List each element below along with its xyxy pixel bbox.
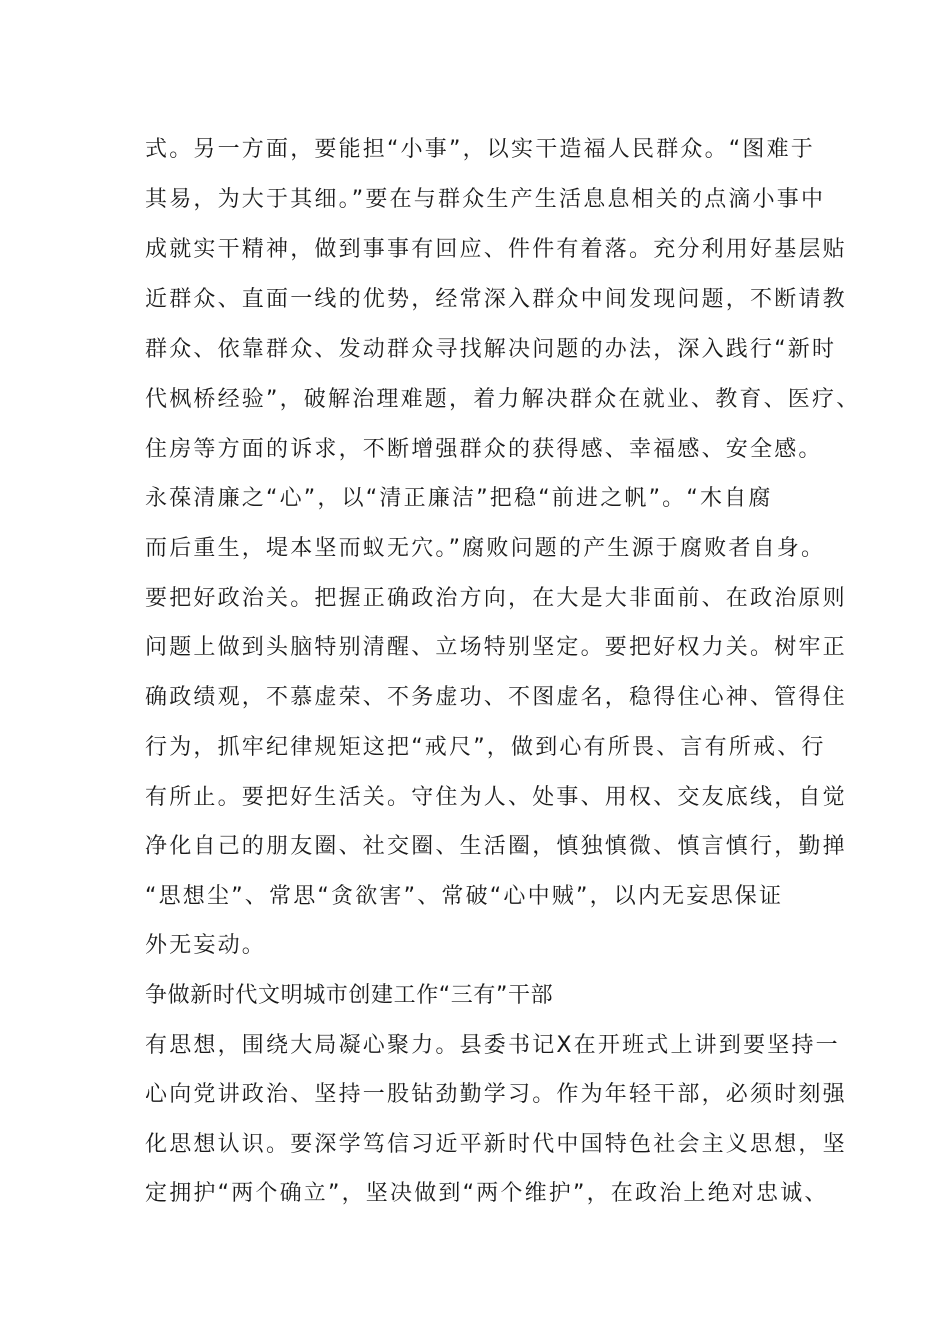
text-line: 要把好政治关。把握正确政治方向，在大是大非面前、在政治原则 xyxy=(145,586,847,611)
text-line: 其易，为大于其细。”要在与群众生产生活息息相关的点滴小事中 xyxy=(145,187,826,212)
text-line: 问题上做到头脑特别清醒、立场特别坚定。要把好权力关。树牢正 xyxy=(145,635,847,660)
text-line: “思想尘”、常思“贪欲害”、常破“心中贼”，以内无妄思保证 xyxy=(145,884,784,909)
text-line: 近群众、直面一线的优势，经常深入群众中间发现问题，不断请教 xyxy=(145,287,847,312)
text-line: 行为，抓牢纪律规矩这把“戒尺”，做到心有所畏、言有所戒、行 xyxy=(145,735,826,760)
text-line: 外无妄动。 xyxy=(145,933,267,958)
text-line: 永葆清廉之“心”，以“清正廉洁”把稳“前进之帆”。“木自腐 xyxy=(145,486,773,511)
text-line: 定拥护“两个确立”，坚决做到“两个维护”，在政治上绝对忠诚、 xyxy=(145,1181,829,1206)
text-line: 有所止。要把好生活关。守住为人、处事、用权、交友底线，自觉 xyxy=(145,785,847,810)
section-heading: 争做新时代文明城市创建工作“三有”干部 xyxy=(145,983,554,1008)
text-line: 式。另一方面，要能担“小事”，以实干造福人民群众。“图难于 xyxy=(145,137,815,162)
text-line: 确政绩观，不慕虚荣、不务虚功、不图虚名，稳得住心神、管得住 xyxy=(145,685,847,710)
text-line: 净化自己的朋友圈、社交圈、生活圈，慎独慎微、慎言慎行，勤掸 xyxy=(145,834,847,859)
text-line: 住房等方面的诉求，不断增强群众的获得感、幸福感、安全感。 xyxy=(145,437,823,462)
text-line: 化思想认识。要深学笃信习近平新时代中国特色社会主义思想，坚 xyxy=(145,1132,847,1157)
text-line: 而后重生，堤本坚而蚁无穴。”腐败问题的产生源于腐败者自身。 xyxy=(145,536,826,561)
text-line: 群众、依靠群众、发动群众寻找解决问题的办法，深入践行“新时 xyxy=(145,337,837,362)
text-line: 成就实干精神，做到事事有回应、件件有着落。充分利用好基层贴 xyxy=(145,237,847,262)
text-line: 代枫桥经验”，破解治理难题，着力解决群众在就业、教育、医疗、 xyxy=(145,387,861,412)
text-line: 心向党讲政治、坚持一股钻劲勤学习。作为年轻干部，必须时刻强 xyxy=(145,1082,847,1107)
text-line: 有思想，围绕大局凝心聚力。县委书记X在开班式上讲到要坚持一 xyxy=(145,1033,840,1058)
